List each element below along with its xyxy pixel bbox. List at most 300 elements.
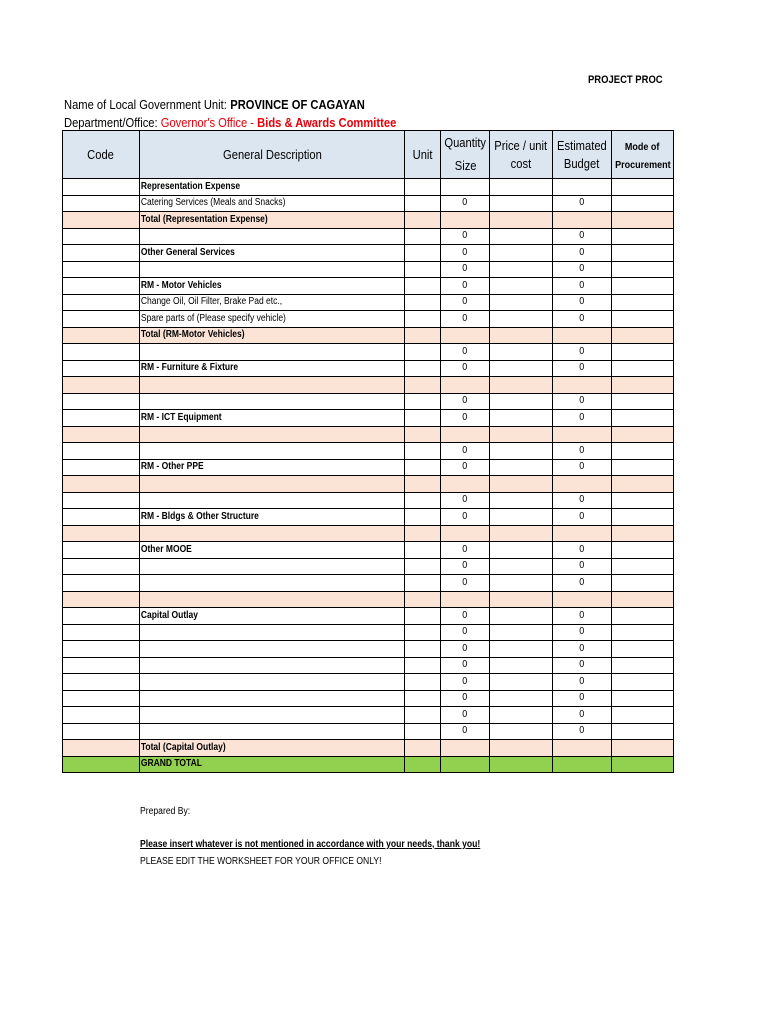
cell-code[interactable] bbox=[63, 657, 140, 674]
cell-budget[interactable] bbox=[552, 393, 611, 410]
cell-description[interactable] bbox=[140, 492, 405, 509]
cell-code[interactable] bbox=[63, 509, 140, 526]
cell-price[interactable] bbox=[490, 740, 552, 757]
cell-price[interactable] bbox=[490, 393, 552, 410]
insert-instruction: Please insert whatever is not mentioned in accordance with your needs, thank you! bbox=[140, 839, 481, 850]
cell-price[interactable] bbox=[490, 624, 552, 641]
cell-quantity[interactable] bbox=[441, 740, 490, 757]
cell-description[interactable] bbox=[140, 311, 405, 328]
cell-mode[interactable] bbox=[611, 360, 674, 377]
cell-mode[interactable] bbox=[611, 195, 674, 212]
cell-mode[interactable] bbox=[611, 624, 674, 641]
cell-unit[interactable] bbox=[405, 426, 441, 443]
cell-budget-text: 0 bbox=[579, 362, 585, 374]
cell-code[interactable] bbox=[63, 723, 140, 740]
cell-code[interactable] bbox=[63, 377, 140, 394]
cell-quantity[interactable] bbox=[441, 641, 490, 658]
cell-mode[interactable] bbox=[611, 591, 674, 608]
cell-budget[interactable] bbox=[552, 294, 611, 311]
cell-price[interactable] bbox=[490, 542, 552, 559]
table-row bbox=[63, 195, 674, 212]
table-row bbox=[63, 377, 674, 394]
cell-price[interactable] bbox=[490, 459, 552, 476]
cell-unit[interactable] bbox=[405, 393, 441, 410]
cell-description[interactable] bbox=[140, 294, 405, 311]
document-title: PROJECT PROC bbox=[588, 74, 663, 86]
cell-unit[interactable] bbox=[405, 575, 441, 592]
cell-mode[interactable] bbox=[611, 212, 674, 229]
cell-quantity[interactable] bbox=[441, 443, 490, 460]
cell-code[interactable] bbox=[63, 410, 140, 427]
cell-quantity[interactable] bbox=[441, 624, 490, 641]
cell-description[interactable] bbox=[140, 690, 405, 707]
cell-description[interactable] bbox=[140, 509, 405, 526]
cell-description[interactable] bbox=[140, 443, 405, 460]
cell-unit[interactable] bbox=[405, 756, 441, 773]
cell-budget[interactable] bbox=[552, 542, 611, 559]
cell-description[interactable] bbox=[140, 377, 405, 394]
cell-price[interactable] bbox=[490, 525, 552, 542]
cell-code[interactable] bbox=[63, 756, 140, 773]
cell-code[interactable] bbox=[63, 740, 140, 757]
cell-description-text: Other General Services bbox=[140, 246, 235, 258]
cell-budget[interactable] bbox=[552, 195, 611, 212]
cell-price[interactable] bbox=[490, 360, 552, 377]
cell-price[interactable] bbox=[490, 377, 552, 394]
table-row bbox=[63, 426, 674, 443]
cell-price[interactable] bbox=[490, 212, 552, 229]
cell-description[interactable] bbox=[140, 575, 405, 592]
cell-description[interactable] bbox=[140, 393, 405, 410]
cell-description[interactable] bbox=[140, 245, 405, 262]
cell-mode[interactable] bbox=[611, 261, 674, 278]
cell-description[interactable] bbox=[140, 608, 405, 625]
cell-price[interactable] bbox=[490, 311, 552, 328]
cell-quantity[interactable] bbox=[441, 294, 490, 311]
cell-price[interactable] bbox=[490, 690, 552, 707]
cell-unit[interactable] bbox=[405, 278, 441, 295]
cell-unit[interactable] bbox=[405, 245, 441, 262]
cell-price[interactable] bbox=[490, 575, 552, 592]
cell-code[interactable] bbox=[63, 426, 140, 443]
cell-mode[interactable] bbox=[611, 608, 674, 625]
cell-code[interactable] bbox=[63, 690, 140, 707]
cell-price[interactable] bbox=[490, 443, 552, 460]
cell-quantity-text: 0 bbox=[462, 312, 468, 324]
cell-mode[interactable] bbox=[611, 756, 674, 773]
cell-description-text: Other MOOE bbox=[140, 543, 192, 555]
cell-quantity[interactable] bbox=[441, 657, 490, 674]
cell-unit[interactable] bbox=[405, 707, 441, 724]
cell-price[interactable] bbox=[490, 179, 552, 196]
cell-quantity-text: 0 bbox=[462, 263, 468, 275]
cell-budget[interactable] bbox=[552, 608, 611, 625]
table-body bbox=[63, 179, 674, 773]
cell-quantity[interactable] bbox=[441, 245, 490, 262]
table-row bbox=[63, 410, 674, 427]
cell-price[interactable] bbox=[490, 195, 552, 212]
cell-quantity-text: 0 bbox=[462, 510, 468, 522]
cell-mode[interactable] bbox=[611, 492, 674, 509]
cell-budget[interactable] bbox=[552, 344, 611, 361]
cell-description[interactable] bbox=[140, 624, 405, 641]
header-budget: Estimated Budget bbox=[552, 131, 611, 179]
cell-quantity[interactable] bbox=[441, 509, 490, 526]
cell-mode[interactable] bbox=[611, 509, 674, 526]
cell-mode[interactable] bbox=[611, 278, 674, 295]
cell-code[interactable] bbox=[63, 245, 140, 262]
cell-price[interactable] bbox=[490, 608, 552, 625]
cell-unit[interactable] bbox=[405, 344, 441, 361]
cell-budget[interactable] bbox=[552, 327, 611, 344]
cell-budget[interactable] bbox=[552, 509, 611, 526]
cell-mode[interactable] bbox=[611, 344, 674, 361]
cell-price[interactable] bbox=[490, 756, 552, 773]
cell-price[interactable] bbox=[490, 327, 552, 344]
cell-unit[interactable] bbox=[405, 558, 441, 575]
cell-code[interactable] bbox=[63, 228, 140, 245]
cell-quantity[interactable] bbox=[441, 261, 490, 278]
cell-mode[interactable] bbox=[611, 641, 674, 658]
cell-description[interactable] bbox=[140, 476, 405, 493]
cell-code[interactable] bbox=[63, 443, 140, 460]
cell-budget[interactable] bbox=[552, 426, 611, 443]
cell-code[interactable] bbox=[63, 492, 140, 509]
cell-price[interactable] bbox=[490, 245, 552, 262]
cell-budget-text: 0 bbox=[579, 659, 585, 671]
cell-code[interactable] bbox=[63, 624, 140, 641]
cell-unit[interactable] bbox=[405, 410, 441, 427]
cell-budget[interactable] bbox=[552, 311, 611, 328]
cell-description[interactable] bbox=[140, 410, 405, 427]
cell-quantity[interactable] bbox=[441, 426, 490, 443]
cell-budget[interactable] bbox=[552, 641, 611, 658]
cell-quantity-text: 0 bbox=[462, 296, 468, 308]
cell-price[interactable] bbox=[490, 278, 552, 295]
cell-description[interactable] bbox=[140, 723, 405, 740]
cell-price[interactable] bbox=[490, 591, 552, 608]
cell-unit[interactable] bbox=[405, 641, 441, 658]
cell-budget-text: 0 bbox=[579, 494, 585, 506]
cell-quantity[interactable] bbox=[441, 360, 490, 377]
cell-description[interactable] bbox=[140, 756, 405, 773]
cell-code[interactable] bbox=[63, 261, 140, 278]
cell-price[interactable] bbox=[490, 657, 552, 674]
cell-quantity[interactable] bbox=[441, 327, 490, 344]
cell-quantity[interactable] bbox=[441, 575, 490, 592]
cell-unit[interactable] bbox=[405, 690, 441, 707]
cell-description[interactable] bbox=[140, 591, 405, 608]
cell-unit[interactable] bbox=[405, 476, 441, 493]
cell-unit[interactable] bbox=[405, 657, 441, 674]
cell-unit[interactable] bbox=[405, 509, 441, 526]
cell-code[interactable] bbox=[63, 294, 140, 311]
cell-unit[interactable] bbox=[405, 674, 441, 691]
cell-budget[interactable] bbox=[552, 360, 611, 377]
cell-price[interactable] bbox=[490, 344, 552, 361]
cell-mode[interactable] bbox=[611, 657, 674, 674]
cell-description[interactable] bbox=[140, 228, 405, 245]
cell-unit[interactable] bbox=[405, 360, 441, 377]
cell-mode[interactable] bbox=[611, 740, 674, 757]
cell-code[interactable] bbox=[63, 591, 140, 608]
cell-budget[interactable] bbox=[552, 624, 611, 641]
cell-code[interactable] bbox=[63, 674, 140, 691]
cell-budget-text: 0 bbox=[579, 395, 585, 407]
cell-quantity[interactable] bbox=[441, 344, 490, 361]
cell-code[interactable] bbox=[63, 327, 140, 344]
cell-mode[interactable] bbox=[611, 707, 674, 724]
cell-unit[interactable] bbox=[405, 608, 441, 625]
cell-quantity[interactable] bbox=[441, 195, 490, 212]
cell-description-text: Total (Representation Expense) bbox=[140, 213, 268, 225]
cell-budget[interactable] bbox=[552, 707, 611, 724]
cell-budget-text: 0 bbox=[579, 296, 585, 308]
cell-budget[interactable] bbox=[552, 690, 611, 707]
cell-description[interactable] bbox=[140, 674, 405, 691]
cell-unit[interactable] bbox=[405, 327, 441, 344]
cell-mode[interactable] bbox=[611, 245, 674, 262]
cell-budget-text: 0 bbox=[579, 279, 585, 291]
cell-mode[interactable] bbox=[611, 443, 674, 460]
cell-price[interactable] bbox=[490, 707, 552, 724]
cell-quantity[interactable] bbox=[441, 608, 490, 625]
cell-description[interactable] bbox=[140, 327, 405, 344]
cell-code[interactable] bbox=[63, 459, 140, 476]
cell-quantity[interactable] bbox=[441, 723, 490, 740]
cell-mode[interactable] bbox=[611, 179, 674, 196]
cell-unit[interactable] bbox=[405, 212, 441, 229]
cell-code[interactable] bbox=[63, 195, 140, 212]
cell-unit[interactable] bbox=[405, 311, 441, 328]
cell-price[interactable] bbox=[490, 294, 552, 311]
cell-mode[interactable] bbox=[611, 393, 674, 410]
cell-mode[interactable] bbox=[611, 426, 674, 443]
cell-budget[interactable] bbox=[552, 377, 611, 394]
cell-budget[interactable] bbox=[552, 212, 611, 229]
cell-price[interactable] bbox=[490, 641, 552, 658]
cell-quantity[interactable] bbox=[441, 377, 490, 394]
cell-mode[interactable] bbox=[611, 558, 674, 575]
cell-description-text: Total (RM-Motor Vehicles) bbox=[140, 329, 245, 341]
cell-budget-text: 0 bbox=[579, 725, 585, 737]
cell-unit[interactable] bbox=[405, 261, 441, 278]
table-row bbox=[63, 525, 674, 542]
cell-unit[interactable] bbox=[405, 195, 441, 212]
cell-description[interactable] bbox=[140, 525, 405, 542]
cell-price[interactable] bbox=[490, 261, 552, 278]
cell-quantity[interactable] bbox=[441, 179, 490, 196]
cell-mode[interactable] bbox=[611, 377, 674, 394]
cell-quantity[interactable] bbox=[441, 690, 490, 707]
cell-code[interactable] bbox=[63, 542, 140, 559]
cell-unit[interactable] bbox=[405, 228, 441, 245]
cell-description-text: Capital Outlay bbox=[140, 609, 199, 621]
cell-budget[interactable] bbox=[552, 591, 611, 608]
cell-budget[interactable] bbox=[552, 459, 611, 476]
cell-unit[interactable] bbox=[405, 740, 441, 757]
cell-budget-text: 0 bbox=[579, 197, 585, 209]
cell-mode[interactable] bbox=[611, 228, 674, 245]
cell-price[interactable] bbox=[490, 410, 552, 427]
cell-code[interactable] bbox=[63, 707, 140, 724]
cell-description-text: Spare parts of (Please specify vehicle) bbox=[140, 312, 286, 324]
cell-budget-text: 0 bbox=[579, 560, 585, 572]
cell-description[interactable] bbox=[140, 360, 405, 377]
table-row bbox=[63, 723, 674, 740]
cell-budget[interactable] bbox=[552, 443, 611, 460]
cell-quantity[interactable] bbox=[441, 674, 490, 691]
cell-description[interactable] bbox=[140, 426, 405, 443]
cell-price[interactable] bbox=[490, 509, 552, 526]
cell-mode[interactable] bbox=[611, 410, 674, 427]
cell-code[interactable] bbox=[63, 476, 140, 493]
cell-budget[interactable] bbox=[552, 575, 611, 592]
table-row bbox=[63, 212, 674, 229]
cell-unit[interactable] bbox=[405, 492, 441, 509]
cell-price[interactable] bbox=[490, 674, 552, 691]
cell-budget[interactable] bbox=[552, 674, 611, 691]
cell-description[interactable] bbox=[140, 278, 405, 295]
table-row bbox=[63, 624, 674, 641]
table-row bbox=[63, 591, 674, 608]
cell-quantity[interactable] bbox=[441, 492, 490, 509]
cell-budget[interactable] bbox=[552, 492, 611, 509]
cell-unit[interactable] bbox=[405, 294, 441, 311]
cell-budget[interactable] bbox=[552, 410, 611, 427]
lgu-line bbox=[64, 97, 365, 112]
header-description: General Description bbox=[140, 131, 405, 179]
cell-code[interactable] bbox=[63, 179, 140, 196]
cell-code[interactable] bbox=[63, 360, 140, 377]
cell-description-text: RM - Other PPE bbox=[140, 461, 204, 473]
cell-quantity[interactable] bbox=[441, 591, 490, 608]
cell-unit[interactable] bbox=[405, 377, 441, 394]
cell-code[interactable] bbox=[63, 393, 140, 410]
cell-mode[interactable] bbox=[611, 525, 674, 542]
cell-price[interactable] bbox=[490, 492, 552, 509]
cell-mode[interactable] bbox=[611, 690, 674, 707]
cell-unit[interactable] bbox=[405, 591, 441, 608]
cell-mode[interactable] bbox=[611, 459, 674, 476]
cell-price[interactable] bbox=[490, 476, 552, 493]
cell-description[interactable] bbox=[140, 261, 405, 278]
department-committee: Bids & Awards Committee bbox=[257, 115, 397, 130]
cell-code[interactable] bbox=[63, 608, 140, 625]
lgu-label: Name of Local Government Unit: bbox=[64, 97, 227, 112]
cell-budget-text: 0 bbox=[579, 263, 585, 275]
cell-code[interactable] bbox=[63, 344, 140, 361]
cell-code[interactable] bbox=[63, 575, 140, 592]
cell-mode[interactable] bbox=[611, 674, 674, 691]
cell-budget[interactable] bbox=[552, 476, 611, 493]
cell-code[interactable] bbox=[63, 212, 140, 229]
cell-description[interactable] bbox=[140, 212, 405, 229]
cell-unit[interactable] bbox=[405, 443, 441, 460]
cell-unit[interactable] bbox=[405, 179, 441, 196]
cell-budget[interactable] bbox=[552, 723, 611, 740]
cell-description[interactable] bbox=[140, 542, 405, 559]
cell-budget[interactable] bbox=[552, 245, 611, 262]
cell-unit[interactable] bbox=[405, 525, 441, 542]
cell-mode[interactable] bbox=[611, 311, 674, 328]
cell-description[interactable] bbox=[140, 344, 405, 361]
cell-description[interactable] bbox=[140, 459, 405, 476]
cell-price[interactable] bbox=[490, 426, 552, 443]
cell-price[interactable] bbox=[490, 228, 552, 245]
cell-mode[interactable] bbox=[611, 327, 674, 344]
cell-description-text: GRAND TOTAL bbox=[140, 758, 202, 770]
cell-budget-text: 0 bbox=[579, 642, 585, 654]
cell-budget[interactable] bbox=[552, 179, 611, 196]
table-row bbox=[63, 228, 674, 245]
cell-quantity-text: 0 bbox=[462, 444, 468, 456]
cell-description[interactable] bbox=[140, 707, 405, 724]
cell-quantity-text: 0 bbox=[462, 626, 468, 638]
cell-description[interactable] bbox=[140, 641, 405, 658]
cell-quantity[interactable] bbox=[441, 410, 490, 427]
cell-quantity[interactable] bbox=[441, 707, 490, 724]
cell-budget[interactable] bbox=[552, 657, 611, 674]
cell-quantity[interactable] bbox=[441, 525, 490, 542]
cell-budget[interactable] bbox=[552, 228, 611, 245]
cell-quantity[interactable] bbox=[441, 476, 490, 493]
cell-budget[interactable] bbox=[552, 525, 611, 542]
cell-mode[interactable] bbox=[611, 294, 674, 311]
cell-description[interactable] bbox=[140, 179, 405, 196]
cell-budget[interactable] bbox=[552, 740, 611, 757]
cell-mode[interactable] bbox=[611, 575, 674, 592]
cell-code[interactable] bbox=[63, 641, 140, 658]
cell-description[interactable] bbox=[140, 195, 405, 212]
procurement-table bbox=[62, 130, 674, 773]
cell-budget[interactable] bbox=[552, 261, 611, 278]
cell-description[interactable] bbox=[140, 657, 405, 674]
cell-description[interactable] bbox=[140, 558, 405, 575]
cell-budget[interactable] bbox=[552, 558, 611, 575]
cell-quantity-text: 0 bbox=[462, 279, 468, 291]
cell-quantity[interactable] bbox=[441, 311, 490, 328]
cell-mode[interactable] bbox=[611, 476, 674, 493]
cell-code[interactable] bbox=[63, 311, 140, 328]
cell-quantity[interactable] bbox=[441, 212, 490, 229]
cell-code[interactable] bbox=[63, 525, 140, 542]
cell-quantity[interactable] bbox=[441, 228, 490, 245]
cell-price[interactable] bbox=[490, 723, 552, 740]
cell-budget-text: 0 bbox=[579, 609, 585, 621]
cell-unit[interactable] bbox=[405, 723, 441, 740]
cell-quantity[interactable] bbox=[441, 278, 490, 295]
cell-description[interactable] bbox=[140, 740, 405, 757]
cell-unit[interactable] bbox=[405, 542, 441, 559]
cell-budget[interactable] bbox=[552, 756, 611, 773]
cell-budget-text: 0 bbox=[579, 411, 585, 423]
cell-budget[interactable] bbox=[552, 278, 611, 295]
cell-quantity[interactable] bbox=[441, 558, 490, 575]
cell-code[interactable] bbox=[63, 558, 140, 575]
cell-quantity[interactable] bbox=[441, 756, 490, 773]
table-row bbox=[63, 476, 674, 493]
cell-mode[interactable] bbox=[611, 542, 674, 559]
cell-mode[interactable] bbox=[611, 723, 674, 740]
cell-unit[interactable] bbox=[405, 459, 441, 476]
cell-unit[interactable] bbox=[405, 624, 441, 641]
cell-quantity[interactable] bbox=[441, 459, 490, 476]
cell-price[interactable] bbox=[490, 558, 552, 575]
cell-code[interactable] bbox=[63, 278, 140, 295]
cell-quantity[interactable] bbox=[441, 542, 490, 559]
cell-quantity[interactable] bbox=[441, 393, 490, 410]
